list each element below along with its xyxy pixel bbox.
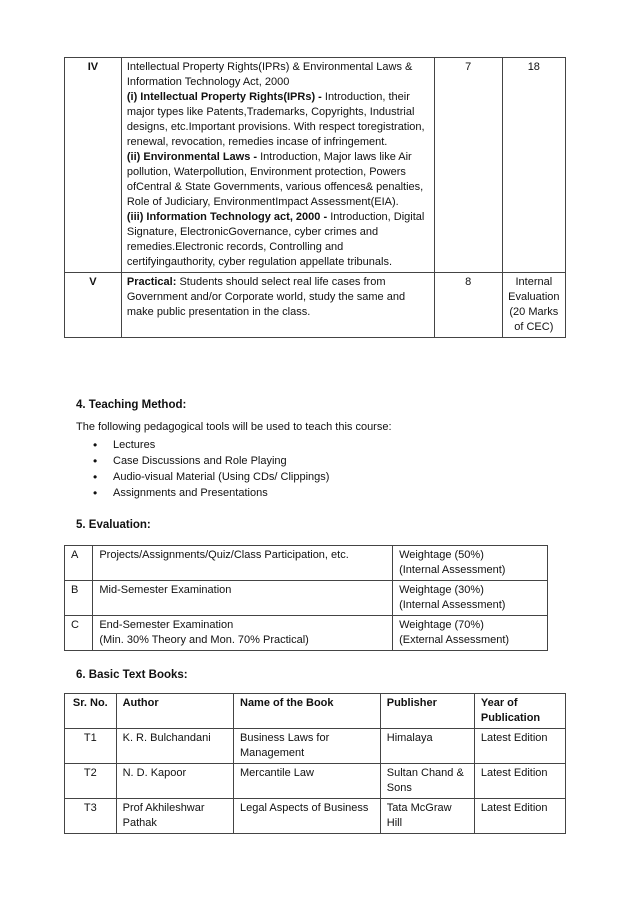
column-header: Sr. No. xyxy=(65,694,117,729)
table-row xyxy=(65,273,566,338)
book-sr-no: T3 xyxy=(65,799,117,834)
book-year: Latest Edition xyxy=(474,764,565,799)
unit-marks: 18 xyxy=(502,58,565,273)
list-item: • Lectures xyxy=(76,437,329,453)
book-publisher: Himalaya xyxy=(380,729,474,764)
eval-item: End-Semester Examination (Min. 30% Theory and Mon. 70% Practical) xyxy=(93,616,393,651)
table-row xyxy=(65,616,548,651)
book-publisher: Sultan Chand & Sons xyxy=(380,764,474,799)
table-row xyxy=(65,546,548,581)
teaching-method-heading: 4. Teaching Method: xyxy=(76,399,187,411)
book-author: N. D. Kapoor xyxy=(116,764,233,799)
table-row xyxy=(65,58,566,273)
unit-marks: Internal Evaluation (20 Marks of CEC) xyxy=(502,273,565,338)
column-header: Name of the Book xyxy=(234,694,381,729)
book-year: Latest Edition xyxy=(474,799,565,834)
teaching-intro: The following pedagogical tools will be used to teach this course: xyxy=(76,421,392,433)
list-item: • Case Discussions and Role Playing xyxy=(76,453,329,469)
unit-part: (i) Intellectual Property Rights(IPRs) - Introduction, their major types like Patents,Trademarks, Copyrights, Industrial designs, etc.Important provisions. With respect toregistration, renewal, revocation, remedies incase of infringement. xyxy=(126,91,425,148)
book-sr-no: T2 xyxy=(65,764,117,799)
eval-weight: Weightage (30%) (Internal Assessment) xyxy=(393,581,548,616)
syllabus-units-table xyxy=(64,57,566,338)
table-row xyxy=(65,729,566,764)
list-item: • Assignments and Presentations xyxy=(76,485,329,501)
book-author: K. R. Bulchandani xyxy=(116,729,233,764)
eval-id: A xyxy=(65,546,93,581)
unit-part: (iii) Information Technology act, 2000 - Introduction, Digital Signature, ElectronicGovernance, cyber crimes and remedies.Electronic records, Controlling and certifyingauthority, cyber regulation appellate tribunals. xyxy=(126,211,425,268)
column-header: Author xyxy=(116,694,233,729)
text-books-table xyxy=(64,693,566,834)
book-name: Mercantile Law xyxy=(234,764,381,799)
eval-weight: Weightage (70%) (External Assessment) xyxy=(393,616,548,651)
column-header: Year of Publication xyxy=(474,694,565,729)
eval-item: Projects/Assignments/Quiz/Class Participation, etc. xyxy=(93,546,393,581)
book-year: Latest Edition xyxy=(474,729,565,764)
column-header: Publisher xyxy=(380,694,474,729)
table-row xyxy=(65,799,566,834)
list-item: • Audio-visual Material (Using CDs/ Clippings) xyxy=(76,469,329,485)
eval-weight: Weightage (50%) (Internal Assessment) xyxy=(393,546,548,581)
table-row xyxy=(65,581,548,616)
unit-title: Intellectual Property Rights(IPRs) & Environmental Laws & Information Technology Act, 2000 xyxy=(126,61,413,88)
table-header-row xyxy=(65,694,566,729)
eval-id: B xyxy=(65,581,93,616)
teaching-tools-list xyxy=(76,437,329,501)
text-books-heading: 6. Basic Text Books: xyxy=(76,669,188,681)
book-name: Business Laws for Management xyxy=(234,729,381,764)
eval-item: Mid-Semester Examination xyxy=(93,581,393,616)
unit-part: Practical: Students should select real life cases from Government and/or Corporate world, study the same and make public presentation in the class. xyxy=(126,276,406,318)
book-author: Prof Akhileshwar Pathak xyxy=(116,799,233,834)
unit-part: (ii) Environmental Laws - Introduction, Major laws like Air pollution, Waterpollution, Environment protection, Powers ofCentral & State Governments, various offences& penalties, Role of Judiciary, EnvironmentImpact Assessment(EIA). xyxy=(126,151,424,208)
book-name: Legal Aspects of Business xyxy=(234,799,381,834)
eval-id: C xyxy=(65,616,93,651)
unit-content xyxy=(121,58,434,273)
unit-hours: 8 xyxy=(434,273,502,338)
evaluation-table xyxy=(64,545,548,651)
unit-hours: 7 xyxy=(434,58,502,273)
unit-number: IV xyxy=(65,58,122,273)
book-sr-no: T1 xyxy=(65,729,117,764)
unit-content xyxy=(121,273,434,338)
evaluation-heading: 5. Evaluation: xyxy=(76,519,151,531)
book-publisher: Tata McGraw Hill xyxy=(380,799,474,834)
table-row xyxy=(65,764,566,799)
unit-number: V xyxy=(65,273,122,338)
